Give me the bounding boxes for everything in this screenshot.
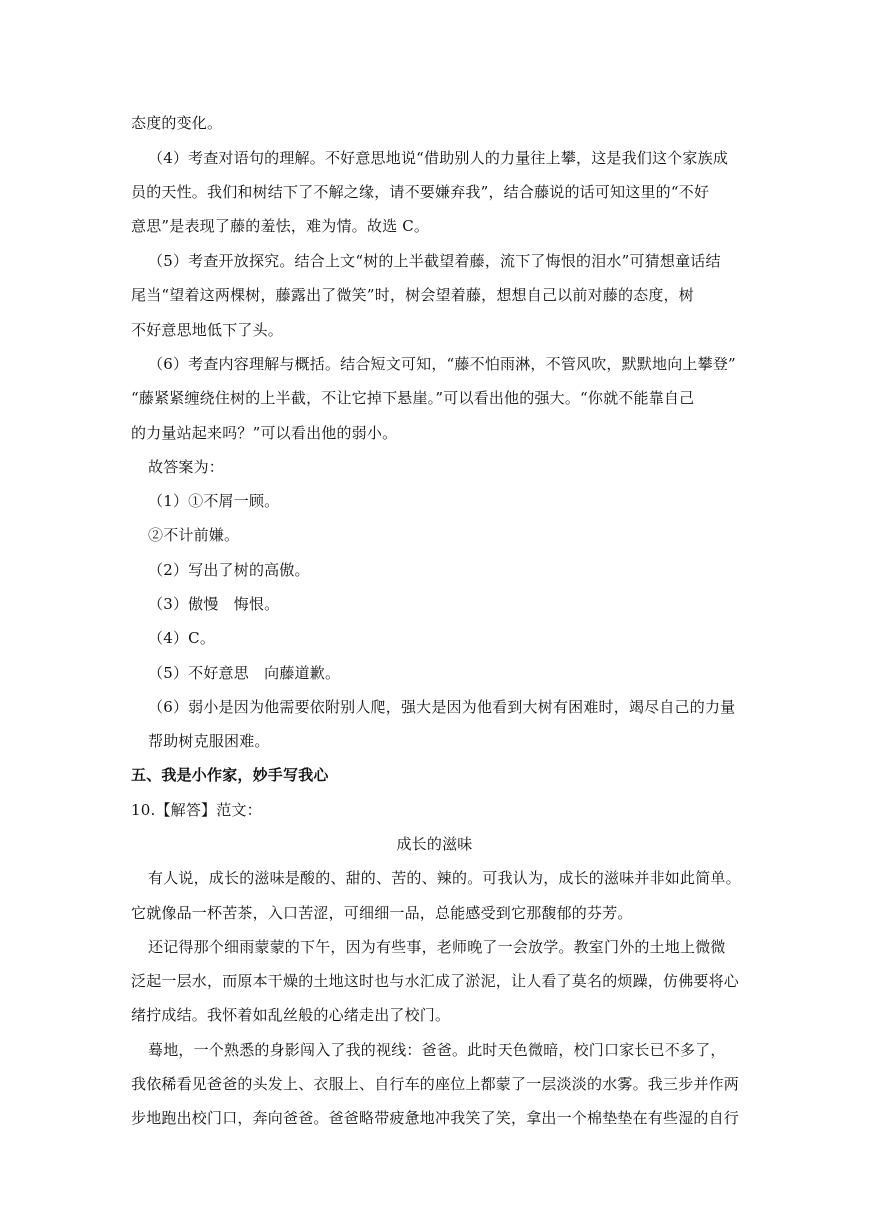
- text-line: 帮助树克服困难。: [148, 732, 270, 750]
- answer-item: （4）C。: [148, 629, 216, 647]
- text-line: “藤紧紧缠绕住树的上半截，不让它掉下悬崖。”可以看出他的强大。“你就不能靠自己: [131, 389, 695, 407]
- essay-line: 我依稀看见爸爸的头发上、衣服上、自行车的座位上都蒙了一层淡淡的水雾。我三步并作两: [131, 1075, 740, 1093]
- text-line: （6）考查内容理解与概括。结合短文可知，“藤不怕雨淋，不管风吹，默默地向上攀登”: [148, 355, 736, 373]
- text-line: 故答案为：: [148, 458, 225, 476]
- answer-item: （1）①不屑一顾。: [148, 492, 280, 510]
- text-line: （5）考查开放探究。结合上文“树的上半截望着藤，流下了悔恨的泪水”可猜想童话结: [148, 252, 721, 270]
- essay-title: 成长的滋味: [396, 835, 473, 853]
- essay-line: 泛起一层水，而原本干燥的土地这时也与水汇成了淤泥，让人看了莫名的烦躁，仿佛要将心: [131, 972, 740, 990]
- essay-line: 还记得那个细雨蒙蒙的下午，因为有些事，老师晚了一会放学。教室门外的土地上微微: [148, 938, 726, 956]
- text-line: 态度的变化。: [131, 114, 223, 132]
- text-line: （4）考查对语句的理解。不好意思地说“借助别人的力量往上攀，这是我们这个家族成: [148, 149, 729, 167]
- text-line: 意思”是表现了藤的羞怯，难为情。故选 C。: [131, 217, 430, 235]
- section-heading: 五、我是小作家，妙手写我心: [131, 766, 329, 784]
- text-line: 员的天性。我们和树结下了不解之缘，请不要嫌弃我”，结合藤说的话可知这里的“不好: [131, 183, 710, 201]
- text-line: 尾当“望着这两棵树，藤露出了微笑”时，树会望着藤，想想自己以前对藤的态度，树: [131, 286, 694, 304]
- answer-item: （3）傲慢 悔恨。: [148, 595, 280, 613]
- essay-line: 绪拧成结。我怀着如乱丝般的心绪走出了校门。: [131, 1006, 451, 1024]
- essay-line: 蓦地，一个熟悉的身影闯入了我的视线：爸爸。此时天色微暗，校门口家长已不多了，: [148, 1041, 726, 1059]
- question-label: 10.【解答】范文：: [131, 801, 262, 819]
- answer-item: （2）写出了树的高傲。: [148, 561, 310, 579]
- essay-line: 步地跑出校门口，奔向爸爸。爸爸略带疲惫地冲我笑了笑，拿出一个棉垫垫在有些湿的自行: [131, 1109, 740, 1127]
- essay-line: 有人说，成长的滋味是酸的、甜的、苦的、辣的。可我认为，成长的滋味并非如此简单。: [148, 869, 741, 887]
- answer-item: ②不计前嫌。: [148, 526, 240, 544]
- essay-line: 它就像品一杯苦茶，入口苦涩，可细细一品，总能感受到它那馥郁的芬芳。: [131, 904, 633, 922]
- answer-item: （6）弱小是因为他需要依附别人爬，强大是因为他看到大树有困难时，竭尽自己的力量: [148, 698, 736, 716]
- text-line: 不好意思地低下了头。: [131, 321, 284, 339]
- text-line: 的力量站起来吗？”可以看出他的弱小。: [131, 424, 398, 442]
- answer-item: （5）不好意思 向藤道歉。: [148, 664, 341, 682]
